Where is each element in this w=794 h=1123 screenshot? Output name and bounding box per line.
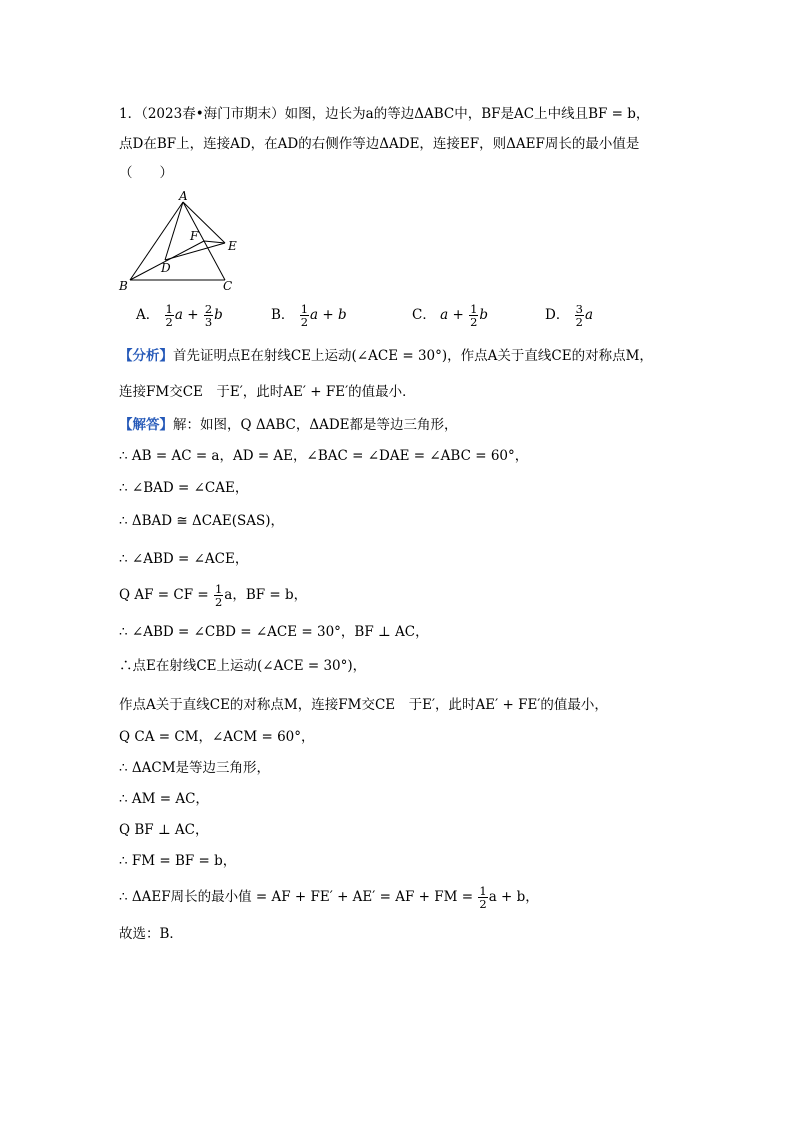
answer-paren: （ ） [119, 165, 173, 181]
solution-line-6-post: a，BF = b， [224, 587, 308, 603]
solution-line-14: ∴ FM = BF = b， [119, 853, 237, 869]
analysis-line-2: 连接FM交CE 于E′，此时AE′ + FE′的值最小． [119, 384, 416, 400]
segment-ef [204, 241, 225, 243]
solution-line-15-frac: $\frac{1}{2}$ [479, 884, 487, 911]
solution-line-11: ∴ ΔACM是等边三角形， [119, 760, 271, 776]
option-d[interactable] [545, 303, 593, 328]
option-b-tail: a + b [310, 307, 347, 323]
label-b: B [119, 279, 128, 293]
option-c-frac: $\frac{1}{2}$ [470, 302, 478, 329]
option-b[interactable] [271, 303, 347, 328]
question-source: （2023春•海门市期末） [141, 106, 285, 122]
question-line-2: 点D在BF上，连接AD，在AD的右侧作等边ΔADE，连接EF，则ΔAEF周长的最小值是 [119, 136, 640, 152]
option-a-letter: A． [136, 307, 160, 323]
figure-lines [130, 202, 225, 280]
solution-line-1 [119, 415, 458, 435]
option-a-mid: a + [174, 307, 199, 323]
solution-line-13: Q BF ⊥ AC， [119, 822, 209, 838]
geometry-figure [116, 190, 246, 294]
option-c-pre: a + [440, 307, 464, 323]
question-text-1: 如图，边长为a的等边ΔABC中，BF是AC上中线且BF = b， [284, 106, 650, 122]
option-d-tail: a [584, 307, 594, 323]
solution-line-6 [119, 583, 307, 608]
analysis-tag: 【分析】 [119, 348, 173, 364]
option-a[interactable] [136, 303, 223, 328]
option-a-frac-2: $\frac{2}{3}$ [204, 302, 213, 329]
solution-line-15 [119, 885, 539, 910]
solution-line-15-post: a + b， [488, 889, 539, 905]
solution-line-15-pre: ∴ ΔAEF周长的最小值 = AF + FE′ + AE′ = AF + FM = [119, 889, 474, 905]
solution-line-6-pre: Q AF = CF = [119, 587, 209, 603]
solution-line-4: ∴ ΔBAD ≅ ΔCAE(SAS)， [119, 513, 284, 529]
label-a: A [179, 190, 188, 203]
solution-line-9: 作点A关于直线CE的对称点M，连接FM交CE 于E′，此时AE′ + FE′的值最小， [119, 697, 608, 713]
solution-line-7: ∴ ∠ABD = ∠CBD = ∠ACE = 30°，BF ⊥ AC， [119, 624, 429, 640]
label-c: C [223, 279, 233, 293]
segment-ab [130, 202, 183, 280]
solution-text-1: 解：如图，Q ΔABC，ΔADE都是等边三角形， [173, 417, 458, 433]
analysis-text-1: 首先证明点E在射线CE上运动(∠ACE = 30°)，作点A关于直线CE的对称点M， [173, 348, 653, 364]
option-a-tail: b [214, 307, 223, 323]
solution-tag: 【解答】 [119, 417, 173, 433]
analysis-line-1 [119, 346, 653, 366]
label-e: E [228, 239, 237, 253]
solution-line-6-frac: $\frac{1}{2}$ [214, 582, 223, 609]
option-a-frac-1: $\frac{1}{2}$ [165, 302, 173, 329]
option-b-letter: B． [271, 307, 295, 323]
option-d-letter: D． [545, 307, 570, 323]
question-number: 1． [119, 106, 142, 122]
label-f: F [190, 229, 199, 243]
segment-ad [165, 202, 183, 260]
solution-line-16: 故选：B． [119, 926, 183, 942]
solution-line-8: ∴点E在射线CE上运动(∠ACE = 30°)， [119, 658, 367, 674]
solution-line-5: ∴ ∠ABD = ∠ACE， [119, 551, 249, 567]
solution-line-12: ∴ AM = AC， [119, 791, 209, 807]
label-d: D [161, 261, 171, 275]
solution-line-2: ∴ AB = AC = a，AD = AE，∠BAC = ∠DAE = ∠ABC = 60°， [119, 448, 529, 464]
question-line-1 [119, 104, 649, 124]
option-d-frac: $\frac{3}{2}$ [575, 302, 583, 329]
option-b-frac: $\frac{1}{2}$ [300, 302, 309, 329]
option-c-letter: C． [412, 307, 436, 323]
solution-line-10: Q CA = CM，∠ACM = 60°， [119, 729, 315, 745]
option-c-tail: b [479, 307, 489, 323]
option-c[interactable] [412, 303, 488, 328]
solution-line-3: ∴ ∠BAD = ∠CAE， [119, 480, 249, 496]
